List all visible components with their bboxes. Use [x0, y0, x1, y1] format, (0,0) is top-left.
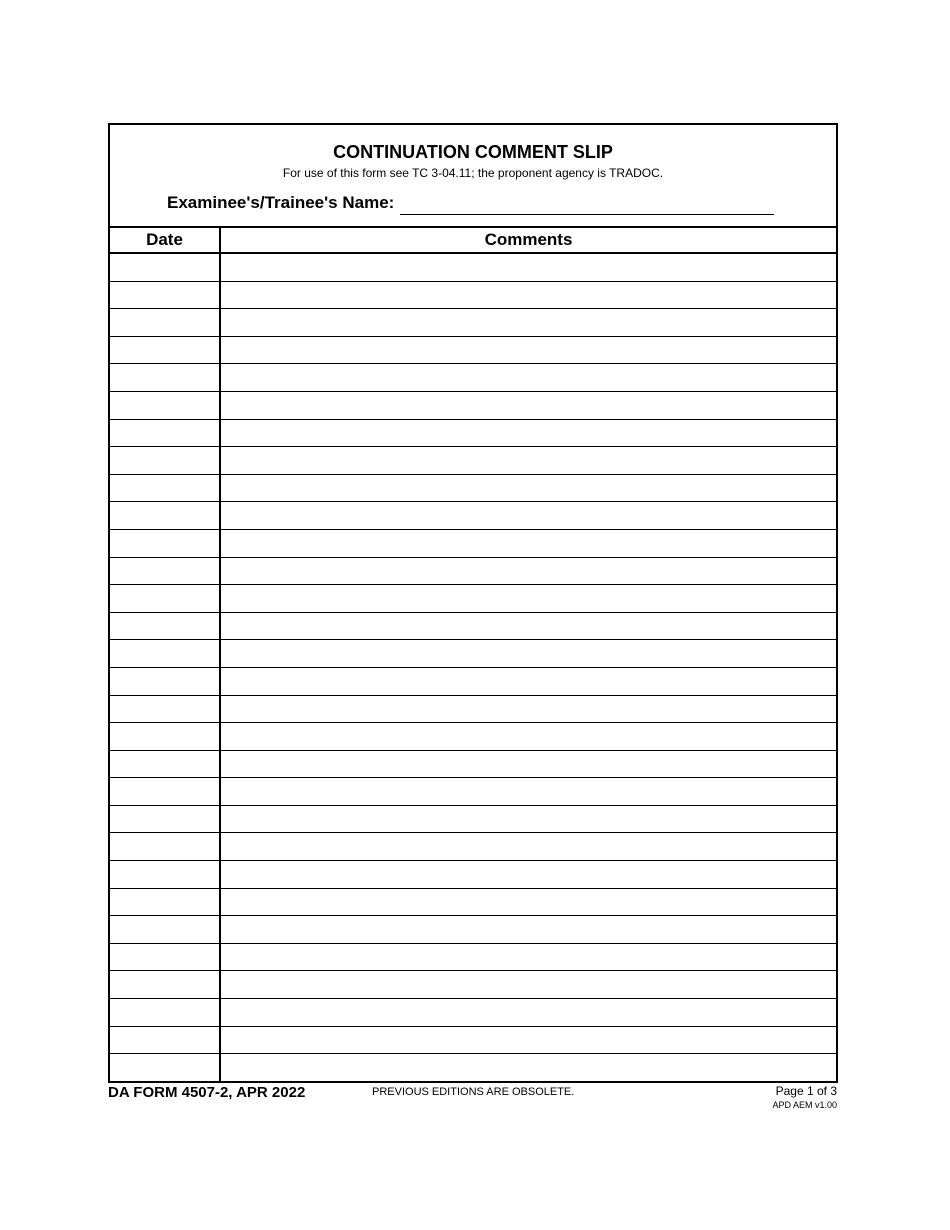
date-cell[interactable]: [110, 529, 220, 557]
name-field[interactable]: [400, 214, 774, 215]
date-cell[interactable]: [110, 971, 220, 999]
form-subtitle: For use of this form see TC 3-04.11; the proponent agency is TRADOC.: [282, 166, 664, 180]
table-row: [110, 640, 836, 668]
comment-cell[interactable]: [220, 861, 836, 889]
table-header-row: [110, 228, 836, 253]
table-row: [110, 833, 836, 861]
date-cell[interactable]: [110, 750, 220, 778]
date-cell[interactable]: [110, 612, 220, 640]
date-cell[interactable]: [110, 253, 220, 281]
date-cell[interactable]: [110, 419, 220, 447]
date-cell[interactable]: [110, 309, 220, 337]
table-row: [110, 861, 836, 889]
comment-slip-form: [108, 123, 838, 1083]
column-header-comments: Comments: [220, 228, 836, 253]
comment-cell[interactable]: [220, 557, 836, 585]
table-row: [110, 474, 836, 502]
form-id: DA FORM 4507-2, APR 2022: [108, 1084, 306, 1101]
date-cell[interactable]: [110, 723, 220, 751]
table-row: [110, 778, 836, 806]
table-row: [110, 667, 836, 695]
obsolete-notice: PREVIOUS EDITIONS ARE OBSOLETE.: [372, 1086, 575, 1098]
column-header-date: Date: [110, 228, 220, 253]
date-cell[interactable]: [110, 557, 220, 585]
table-row: [110, 364, 836, 392]
table-row: [110, 309, 836, 337]
date-cell[interactable]: [110, 336, 220, 364]
date-cell[interactable]: [110, 474, 220, 502]
table-row: [110, 447, 836, 475]
table-row: [110, 585, 836, 613]
date-cell[interactable]: [110, 447, 220, 475]
date-cell[interactable]: [110, 999, 220, 1027]
comment-cell[interactable]: [220, 640, 836, 668]
comment-cell[interactable]: [220, 1026, 836, 1054]
comment-cell[interactable]: [220, 999, 836, 1027]
table-row: [110, 750, 836, 778]
date-cell[interactable]: [110, 364, 220, 392]
table-row: [110, 1054, 836, 1081]
comment-cell[interactable]: [220, 778, 836, 806]
date-cell[interactable]: [110, 778, 220, 806]
comment-cell[interactable]: [220, 805, 836, 833]
comment-cell[interactable]: [220, 943, 836, 971]
date-cell[interactable]: [110, 640, 220, 668]
comment-cell[interactable]: [220, 391, 836, 419]
table-row: [110, 943, 836, 971]
comment-cell[interactable]: [220, 419, 836, 447]
table-row: [110, 557, 836, 585]
comment-cell[interactable]: [220, 695, 836, 723]
comment-cell[interactable]: [220, 833, 836, 861]
comment-cell[interactable]: [220, 336, 836, 364]
date-cell[interactable]: [110, 833, 220, 861]
date-cell[interactable]: [110, 695, 220, 723]
comment-cell[interactable]: [220, 667, 836, 695]
comment-cell[interactable]: [220, 612, 836, 640]
name-row: [167, 193, 777, 217]
comment-cell[interactable]: [220, 281, 836, 309]
table-row: [110, 971, 836, 999]
comment-cell[interactable]: [220, 750, 836, 778]
date-cell[interactable]: [110, 391, 220, 419]
table-row: [110, 612, 836, 640]
form-title: CONTINUATION COMMENT SLIP: [333, 142, 613, 162]
table-row: [110, 916, 836, 944]
form-header: [110, 125, 836, 228]
date-cell[interactable]: [110, 805, 220, 833]
table-row: [110, 529, 836, 557]
table-row: [110, 253, 836, 281]
date-cell[interactable]: [110, 943, 220, 971]
table-row: [110, 723, 836, 751]
comment-cell[interactable]: [220, 529, 836, 557]
comment-cell[interactable]: [220, 364, 836, 392]
date-cell[interactable]: [110, 281, 220, 309]
comment-cell[interactable]: [220, 253, 836, 281]
name-label: Examinee's/Trainee's Name:: [167, 193, 395, 212]
comment-cell[interactable]: [220, 888, 836, 916]
comment-cell[interactable]: [220, 474, 836, 502]
table-row: [110, 336, 836, 364]
date-cell[interactable]: [110, 585, 220, 613]
table-row: [110, 391, 836, 419]
date-cell[interactable]: [110, 861, 220, 889]
date-cell[interactable]: [110, 667, 220, 695]
date-cell[interactable]: [110, 888, 220, 916]
date-cell[interactable]: [110, 916, 220, 944]
comment-cell[interactable]: [220, 447, 836, 475]
date-cell[interactable]: [110, 1026, 220, 1054]
version-label: APD AEM v1.00: [772, 1100, 837, 1110]
table-row: [110, 502, 836, 530]
date-cell[interactable]: [110, 502, 220, 530]
table-row: [110, 805, 836, 833]
table-row: [110, 1026, 836, 1054]
table-row: [110, 695, 836, 723]
table-row: [110, 281, 836, 309]
comment-cell[interactable]: [220, 916, 836, 944]
page-number: Page 1 of 3: [775, 1084, 837, 1098]
comment-cell[interactable]: [220, 723, 836, 751]
comment-cell[interactable]: [220, 585, 836, 613]
comment-cell[interactable]: [220, 971, 836, 999]
comment-cell[interactable]: [220, 502, 836, 530]
comment-cell[interactable]: [220, 309, 836, 337]
table-row: [110, 999, 836, 1027]
table-row: [110, 888, 836, 916]
comments-table: [110, 228, 836, 1081]
date-cell[interactable]: [110, 1054, 220, 1081]
comment-cell[interactable]: [220, 1054, 836, 1081]
table-row: [110, 419, 836, 447]
